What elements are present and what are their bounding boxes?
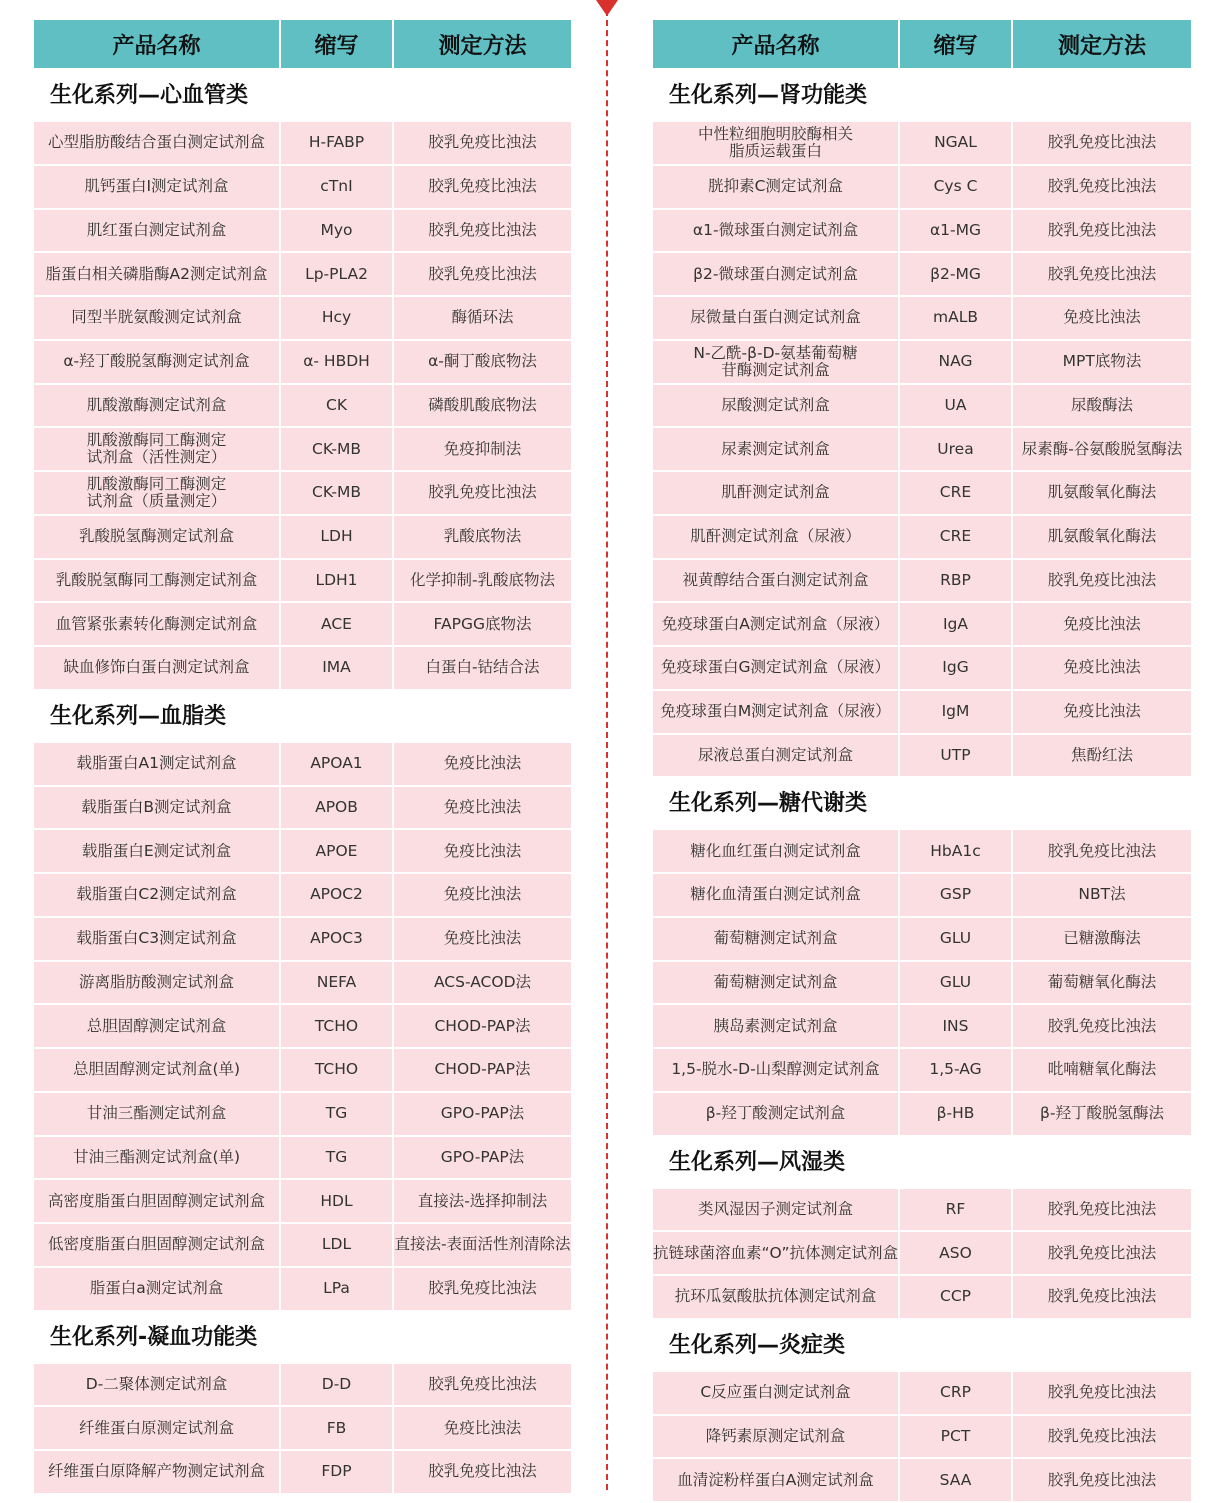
abbreviation-cell: APOB xyxy=(281,787,392,829)
table-row xyxy=(653,385,1191,427)
product-name-cell: N-乙酰-β-D-氨基葡萄糖 苷酶测定试剂盒 xyxy=(653,341,898,383)
abbreviation-cell: RF xyxy=(900,1189,1011,1231)
table-row xyxy=(653,297,1191,339)
abbreviation-cell: APOC3 xyxy=(281,918,392,960)
method-cell: 已糖激酶法 xyxy=(1013,918,1191,960)
product-name-cell: 尿液总蛋白测定试剂盒 xyxy=(653,735,898,777)
method-cell: 胶乳免疫比浊法 xyxy=(1013,1372,1191,1414)
method-cell: 胶乳免疫比浊法 xyxy=(1013,166,1191,208)
method-cell: 肌氨酸氧化酶法 xyxy=(1013,472,1191,514)
abbreviation-cell: TCHO xyxy=(281,1049,392,1091)
product-name-cell: 尿酸测定试剂盒 xyxy=(653,385,898,427)
abbreviation-cell: CK-MB xyxy=(281,472,392,514)
product-name-cell: 胰岛素测定试剂盒 xyxy=(653,1005,898,1047)
method-cell: 胶乳免疫比浊法 xyxy=(1013,1459,1191,1501)
abbreviation-cell: NEFA xyxy=(281,962,392,1004)
product-name-cell: 总胆固醇测定试剂盒 xyxy=(34,1005,279,1047)
table-row xyxy=(34,560,571,602)
abbreviation-cell: cTnI xyxy=(281,166,392,208)
product-name-cell: 高密度脂蛋白胆固醇测定试剂盒 xyxy=(34,1180,279,1222)
down-arrow-icon xyxy=(596,0,618,16)
abbreviation-cell: LDL xyxy=(281,1224,392,1266)
table-row xyxy=(653,1459,1191,1501)
abbreviation-cell: CRE xyxy=(900,472,1011,514)
method-cell: 直接法-表面活性剂清除法 xyxy=(394,1224,571,1266)
section-title: 生化系列—血脂类 xyxy=(50,703,227,729)
product-name-cell: 载脂蛋白A1测定试剂盒 xyxy=(34,743,279,785)
product-name-cell: 糖化血清蛋白测定试剂盒 xyxy=(653,874,898,916)
product-name-cell: 抗链球菌溶血素“O”抗体测定试剂盒 xyxy=(653,1232,898,1274)
table-row xyxy=(653,874,1191,916)
abbreviation-cell: 1,5-AG xyxy=(900,1049,1011,1091)
table-row xyxy=(34,874,571,916)
method-cell: 免疫比浊法 xyxy=(394,743,571,785)
table-row xyxy=(34,516,571,558)
method-cell: 免疫抑制法 xyxy=(394,428,571,470)
table-header xyxy=(653,20,1191,68)
table-row xyxy=(34,1137,571,1179)
product-name-cell: 载脂蛋白C3测定试剂盒 xyxy=(34,918,279,960)
method-cell: 免疫比浊法 xyxy=(394,874,571,916)
method-cell: 磷酸肌酸底物法 xyxy=(394,385,571,427)
method-cell: 胶乳免疫比浊法 xyxy=(1013,210,1191,252)
table-row xyxy=(34,1093,571,1135)
table-row xyxy=(653,1049,1191,1091)
method-cell: FAPGG底物法 xyxy=(394,603,571,645)
abbreviation-cell: TCHO xyxy=(281,1005,392,1047)
table-row xyxy=(653,1093,1191,1135)
table-row xyxy=(34,210,571,252)
product-name-cell: 肌酸激酶同工酶测定 试剂盒（质量测定） xyxy=(34,472,279,514)
method-cell: 胶乳免疫比浊法 xyxy=(394,166,571,208)
method-cell: 乳酸底物法 xyxy=(394,516,571,558)
product-name-cell: 载脂蛋白E测定试剂盒 xyxy=(34,830,279,872)
method-cell: 直接法-选择抑制法 xyxy=(394,1180,571,1222)
table-row xyxy=(653,1276,1191,1318)
left-table-body xyxy=(34,70,571,1493)
section-title: 生化系列—心血管类 xyxy=(50,83,249,108)
abbreviation-cell: FB xyxy=(281,1407,392,1449)
method-cell: 胶乳免疫比浊法 xyxy=(394,1268,571,1310)
abbreviation-cell: CK xyxy=(281,385,392,427)
abbreviation-cell: ASO xyxy=(900,1232,1011,1274)
abbreviation-cell: Lp-PLA2 xyxy=(281,253,392,295)
abbreviation-cell: TG xyxy=(281,1093,392,1135)
method-cell: 白蛋白-钴结合法 xyxy=(394,647,571,689)
table-row xyxy=(34,428,571,470)
abbreviation-cell: NAG xyxy=(900,341,1011,383)
table-row xyxy=(34,385,571,427)
method-cell: MPT底物法 xyxy=(1013,341,1191,383)
abbreviation-cell: INS xyxy=(900,1005,1011,1047)
abbreviation-cell: LDH1 xyxy=(281,560,392,602)
table-row xyxy=(653,1005,1191,1047)
product-name-cell: 尿素测定试剂盒 xyxy=(653,428,898,470)
product-name-cell: 低密度脂蛋白胆固醇测定试剂盒 xyxy=(34,1224,279,1266)
method-cell: 免疫比浊法 xyxy=(394,830,571,872)
product-name-cell: 心型脂肪酸结合蛋白测定试剂盒 xyxy=(34,122,279,164)
table-row xyxy=(34,1364,571,1406)
table-row xyxy=(653,603,1191,645)
table-row xyxy=(34,1180,571,1222)
method-cell: GPO-PAP法 xyxy=(394,1137,571,1179)
header-abbr: 缩写 xyxy=(281,20,392,68)
method-cell: 胶乳免疫比浊法 xyxy=(394,472,571,514)
abbreviation-cell: UTP xyxy=(900,735,1011,777)
abbreviation-cell: IgM xyxy=(900,691,1011,733)
product-name-cell: 肌酸激酶测定试剂盒 xyxy=(34,385,279,427)
method-cell: β-羟丁酸脱氢酶法 xyxy=(1013,1093,1191,1135)
product-name-cell: 甘油三酯测定试剂盒 xyxy=(34,1093,279,1135)
abbreviation-cell: α- HBDH xyxy=(281,341,392,383)
product-name-cell: 乳酸脱氢酶同工酶测定试剂盒 xyxy=(34,560,279,602)
table-row xyxy=(34,297,571,339)
abbreviation-cell: IMA xyxy=(281,647,392,689)
product-name-cell: 免疫球蛋白M测定试剂盒（尿液） xyxy=(653,691,898,733)
table-row xyxy=(34,603,571,645)
abbreviation-cell: Cys C xyxy=(900,166,1011,208)
abbreviation-cell: CRP xyxy=(900,1372,1011,1414)
abbreviation-cell: HbA1c xyxy=(900,830,1011,872)
method-cell: 焦酚红法 xyxy=(1013,735,1191,777)
method-cell: 免疫比浊法 xyxy=(1013,603,1191,645)
product-name-cell: 同型半胱氨酸测定试剂盒 xyxy=(34,297,279,339)
product-name-cell: β-羟丁酸测定试剂盒 xyxy=(653,1093,898,1135)
table-header xyxy=(34,20,571,68)
product-name-cell: 肌红蛋白测定试剂盒 xyxy=(34,210,279,252)
header-name: 产品名称 xyxy=(653,20,898,68)
table-row xyxy=(653,735,1191,777)
table-row xyxy=(34,253,571,295)
product-name-cell: β2-微球蛋白测定试剂盒 xyxy=(653,253,898,295)
abbreviation-cell: HDL xyxy=(281,1180,392,1222)
header-method: 测定方法 xyxy=(1013,20,1191,68)
section-title: 生化系列—糖代谢类 xyxy=(669,791,868,817)
table-row xyxy=(653,962,1191,1004)
method-cell: 胶乳免疫比浊法 xyxy=(394,1451,571,1493)
method-cell: 尿素酶-谷氨酸脱氢酶法 xyxy=(1013,428,1191,470)
abbreviation-cell: CRE xyxy=(900,516,1011,558)
abbreviation-cell: GLU xyxy=(900,918,1011,960)
abbreviation-cell: FDP xyxy=(281,1451,392,1493)
product-name-cell: 总胆固醇测定试剂盒(单) xyxy=(34,1049,279,1091)
abbreviation-cell: GLU xyxy=(900,962,1011,1004)
table-row xyxy=(653,122,1191,164)
method-cell: 胶乳免疫比浊法 xyxy=(1013,1005,1191,1047)
abbreviation-cell: β2-MG xyxy=(900,253,1011,295)
product-name-cell: 缺血修饰白蛋白测定试剂盒 xyxy=(34,647,279,689)
table-row xyxy=(34,962,571,1004)
table-row xyxy=(34,743,571,785)
table-row xyxy=(34,1049,571,1091)
product-name-cell: 血管紧张素转化酶测定试剂盒 xyxy=(34,603,279,645)
abbreviation-cell: CK-MB xyxy=(281,428,392,470)
method-cell: 免疫比浊法 xyxy=(394,918,571,960)
table-row xyxy=(653,1232,1191,1274)
product-name-cell: 抗环瓜氨酸肽抗体测定试剂盒 xyxy=(653,1276,898,1318)
method-cell: 胶乳免疫比浊法 xyxy=(394,210,571,252)
product-name-cell: 中性粒细胞明胶酶相关 脂质运载蛋白 xyxy=(653,122,898,164)
product-name-cell: 视黄醇结合蛋白测定试剂盒 xyxy=(653,560,898,602)
abbreviation-cell: ACE xyxy=(281,603,392,645)
section-title: 生化系列—肾功能类 xyxy=(669,83,868,108)
product-name-cell: 葡萄糖测定试剂盒 xyxy=(653,918,898,960)
method-cell: CHOD-PAP法 xyxy=(394,1005,571,1047)
abbreviation-cell: UA xyxy=(900,385,1011,427)
right-table-body xyxy=(653,70,1191,1501)
abbreviation-cell: NGAL xyxy=(900,122,1011,164)
method-cell: CHOD-PAP法 xyxy=(394,1049,571,1091)
section-title: 生化系列—风湿类 xyxy=(669,1149,846,1175)
table-row xyxy=(34,472,571,514)
method-cell: 胶乳免疫比浊法 xyxy=(1013,560,1191,602)
abbreviation-cell: CCP xyxy=(900,1276,1011,1318)
table-row xyxy=(653,560,1191,602)
abbreviation-cell: α1-MG xyxy=(900,210,1011,252)
product-name-cell: 脂蛋白a测定试剂盒 xyxy=(34,1268,279,1310)
product-name-cell: 尿微量白蛋白测定试剂盒 xyxy=(653,297,898,339)
product-name-cell: 降钙素原测定试剂盒 xyxy=(653,1416,898,1458)
method-cell: ACS-ACOD法 xyxy=(394,962,571,1004)
abbreviation-cell: PCT xyxy=(900,1416,1011,1458)
product-name-cell: 甘油三酯测定试剂盒(单) xyxy=(34,1137,279,1179)
method-cell: 吡喃糖氧化酶法 xyxy=(1013,1049,1191,1091)
product-name-cell: 脂蛋白相关磷脂酶A2测定试剂盒 xyxy=(34,253,279,295)
table-row xyxy=(34,1268,571,1310)
table-row xyxy=(34,1407,571,1449)
product-name-cell: 肌酐测定试剂盒（尿液） xyxy=(653,516,898,558)
table-row xyxy=(34,918,571,960)
method-cell: 酶循环法 xyxy=(394,297,571,339)
method-cell: 免疫比浊法 xyxy=(394,1407,571,1449)
table-row xyxy=(653,918,1191,960)
product-name-cell: 胱抑素C测定试剂盒 xyxy=(653,166,898,208)
product-name-cell: 纤维蛋白原测定试剂盒 xyxy=(34,1407,279,1449)
abbreviation-cell: LPa xyxy=(281,1268,392,1310)
method-cell: 胶乳免疫比浊法 xyxy=(1013,122,1191,164)
abbreviation-cell: Myo xyxy=(281,210,392,252)
table-row xyxy=(653,830,1191,872)
table-row xyxy=(653,472,1191,514)
product-name-cell: 载脂蛋白B测定试剂盒 xyxy=(34,787,279,829)
abbreviation-cell: D-D xyxy=(281,1364,392,1406)
table-row xyxy=(653,516,1191,558)
method-cell: 肌氨酸氧化酶法 xyxy=(1013,516,1191,558)
table-row xyxy=(653,1372,1191,1414)
abbreviation-cell: SAA xyxy=(900,1459,1011,1501)
abbreviation-cell: IgG xyxy=(900,647,1011,689)
table-row xyxy=(653,210,1191,252)
product-name-cell: 血清淀粉样蛋白A测定试剂盒 xyxy=(653,1459,898,1501)
abbreviation-cell: Urea xyxy=(900,428,1011,470)
table-row xyxy=(653,1416,1191,1458)
right-column xyxy=(653,20,1191,1503)
abbreviation-cell: APOE xyxy=(281,830,392,872)
product-name-cell: 葡萄糖测定试剂盒 xyxy=(653,962,898,1004)
table-row xyxy=(653,253,1191,295)
table-row xyxy=(34,1005,571,1047)
method-cell: α-酮丁酸底物法 xyxy=(394,341,571,383)
product-name-cell: 肌酸激酶同工酶测定 试剂盒（活性测定） xyxy=(34,428,279,470)
table-row xyxy=(653,1189,1191,1231)
center-divider xyxy=(606,0,608,1490)
product-name-cell: 糖化血红蛋白测定试剂盒 xyxy=(653,830,898,872)
product-name-cell: 纤维蛋白原降解产物测定试剂盒 xyxy=(34,1451,279,1493)
table-row xyxy=(653,166,1191,208)
method-cell: 免疫比浊法 xyxy=(394,787,571,829)
table-row xyxy=(653,428,1191,470)
product-name-cell: D-二聚体测定试剂盒 xyxy=(34,1364,279,1406)
product-name-cell: 类风湿因子测定试剂盒 xyxy=(653,1189,898,1231)
abbreviation-cell: β-HB xyxy=(900,1093,1011,1135)
method-cell: 胶乳免疫比浊法 xyxy=(394,1364,571,1406)
product-name-cell: 免疫球蛋白G测定试剂盒（尿液） xyxy=(653,647,898,689)
table-row xyxy=(653,341,1191,383)
method-cell: GPO-PAP法 xyxy=(394,1093,571,1135)
product-name-cell: 1,5-脱水-D-山梨醇测定试剂盒 xyxy=(653,1049,898,1091)
table-row xyxy=(34,647,571,689)
header-method: 测定方法 xyxy=(394,20,571,68)
product-name-cell: 肌酐测定试剂盒 xyxy=(653,472,898,514)
method-cell: 免疫比浊法 xyxy=(1013,691,1191,733)
method-cell: 胶乳免疫比浊法 xyxy=(1013,830,1191,872)
abbreviation-cell: H-FABP xyxy=(281,122,392,164)
abbreviation-cell: mALB xyxy=(900,297,1011,339)
table-row xyxy=(653,691,1191,733)
table-row xyxy=(34,122,571,164)
section-title: 生化系列—炎症类 xyxy=(669,1332,846,1358)
method-cell: 胶乳免疫比浊法 xyxy=(1013,1232,1191,1274)
header-abbr: 缩写 xyxy=(900,20,1011,68)
table-row xyxy=(34,1224,571,1266)
table-row xyxy=(34,787,571,829)
abbreviation-cell: Hcy xyxy=(281,297,392,339)
method-cell: 胶乳免疫比浊法 xyxy=(1013,1276,1191,1318)
product-name-cell: α1-微球蛋白测定试剂盒 xyxy=(653,210,898,252)
left-column xyxy=(34,20,571,1495)
method-cell: 胶乳免疫比浊法 xyxy=(394,122,571,164)
abbreviation-cell: APOC2 xyxy=(281,874,392,916)
table-row xyxy=(34,166,571,208)
product-name-cell: 肌钙蛋白I测定试剂盒 xyxy=(34,166,279,208)
method-cell: 葡萄糖氧化酶法 xyxy=(1013,962,1191,1004)
method-cell: 胶乳免疫比浊法 xyxy=(1013,253,1191,295)
product-name-cell: 游离脂肪酸测定试剂盒 xyxy=(34,962,279,1004)
table-row xyxy=(653,647,1191,689)
abbreviation-cell: TG xyxy=(281,1137,392,1179)
method-cell: 胶乳免疫比浊法 xyxy=(1013,1189,1191,1231)
abbreviation-cell: IgA xyxy=(900,603,1011,645)
product-name-cell: C反应蛋白测定试剂盒 xyxy=(653,1372,898,1414)
abbreviation-cell: GSP xyxy=(900,874,1011,916)
table-row xyxy=(34,341,571,383)
method-cell: 胶乳免疫比浊法 xyxy=(394,253,571,295)
product-name-cell: α-羟丁酸脱氢酶测定试剂盒 xyxy=(34,341,279,383)
header-name: 产品名称 xyxy=(34,20,279,68)
product-name-cell: 乳酸脱氢酶测定试剂盒 xyxy=(34,516,279,558)
method-cell: 尿酸酶法 xyxy=(1013,385,1191,427)
method-cell: NBT法 xyxy=(1013,874,1191,916)
abbreviation-cell: APOA1 xyxy=(281,743,392,785)
method-cell: 胶乳免疫比浊法 xyxy=(1013,1416,1191,1458)
product-name-cell: 免疫球蛋白A测定试剂盒（尿液） xyxy=(653,603,898,645)
abbreviation-cell: RBP xyxy=(900,560,1011,602)
method-cell: 免疫比浊法 xyxy=(1013,647,1191,689)
method-cell: 免疫比浊法 xyxy=(1013,297,1191,339)
table-row xyxy=(34,1451,571,1493)
abbreviation-cell: LDH xyxy=(281,516,392,558)
product-name-cell: 载脂蛋白C2测定试剂盒 xyxy=(34,874,279,916)
section-title: 生化系列-凝血功能类 xyxy=(50,1324,258,1350)
method-cell: 化学抑制-乳酸底物法 xyxy=(394,560,571,602)
table-row xyxy=(34,830,571,872)
